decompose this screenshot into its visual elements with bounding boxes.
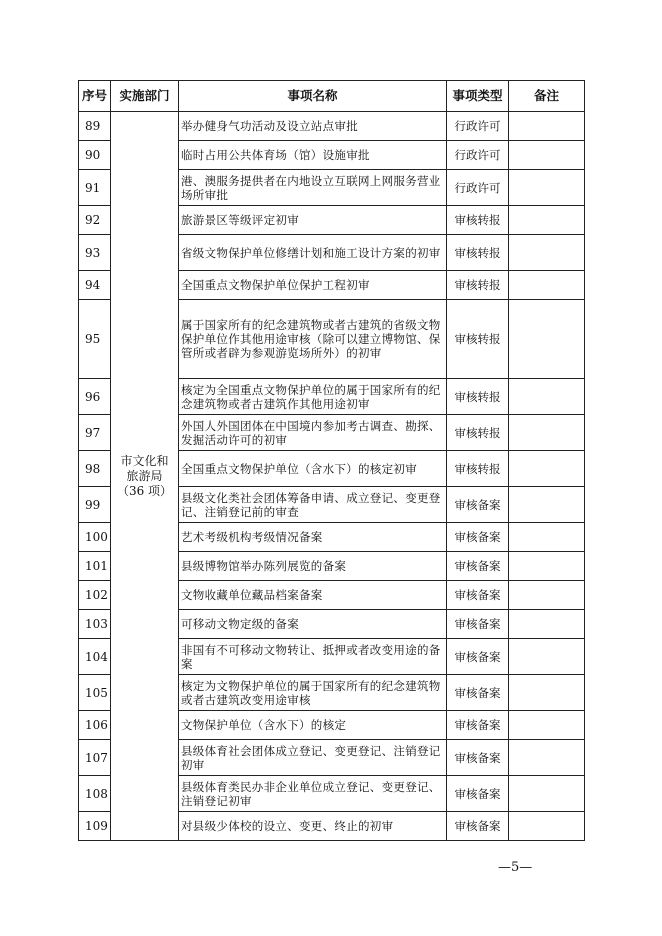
row-item-name: 省级文物保护单位修缮计划和施工设计方案的初审 — [179, 235, 447, 271]
row-item-name: 外国人外国团体在中国境内参加考古调查、勘探、发掘活动许可的初审 — [179, 415, 447, 451]
department-line2: 旅游局 — [126, 468, 163, 483]
row-seq: 89 — [79, 112, 111, 141]
row-note — [509, 451, 585, 487]
row-note — [509, 812, 585, 841]
row-item-type: 审核转报 — [447, 271, 509, 300]
row-note — [509, 581, 585, 610]
row-item-type: 审核转报 — [447, 206, 509, 235]
row-item-type: 行政许可 — [447, 141, 509, 170]
row-seq: 109 — [79, 812, 111, 841]
header-name: 事项名称 — [179, 81, 447, 112]
row-item-name: 全国重点文物保护单位保护工程初审 — [179, 271, 447, 300]
row-seq: 90 — [79, 141, 111, 170]
row-item-type: 审核转报 — [447, 235, 509, 271]
row-note — [509, 523, 585, 552]
row-note — [509, 141, 585, 170]
row-item-type: 审核转报 — [447, 451, 509, 487]
row-note — [509, 675, 585, 711]
row-seq: 106 — [79, 711, 111, 740]
row-item-type: 审核转报 — [447, 415, 509, 451]
row-item-name: 全国重点文物保护单位（含水下）的核定初审 — [179, 451, 447, 487]
header-seq: 序号 — [79, 81, 111, 112]
header-dept: 实施部门 — [111, 81, 179, 112]
row-note — [509, 776, 585, 812]
row-item-name: 核定为全国重点文物保护单位的属于国家所有的纪念建筑物或者古建筑作其他用途初审 — [179, 379, 447, 415]
row-item-name: 举办健身气功活动及设立站点审批 — [179, 112, 447, 141]
table-row — [79, 112, 585, 141]
row-note — [509, 639, 585, 675]
row-seq: 103 — [79, 610, 111, 639]
table-body — [79, 112, 585, 841]
row-note — [509, 552, 585, 581]
row-item-type: 行政许可 — [447, 112, 509, 141]
row-item-type: 审核转报 — [447, 300, 509, 379]
row-item-type: 审核备案 — [447, 552, 509, 581]
row-item-type: 审核备案 — [447, 610, 509, 639]
row-item-type: 审核备案 — [447, 711, 509, 740]
row-item-type: 审核转报 — [447, 379, 509, 415]
row-note — [509, 711, 585, 740]
row-item-name: 非国有不可移动文物转让、抵押或者改变用途的备案 — [179, 639, 447, 675]
row-item-name: 县级博物馆举办陈列展览的备案 — [179, 552, 447, 581]
row-item-type: 行政许可 — [447, 170, 509, 206]
row-item-type: 审核备案 — [447, 812, 509, 841]
row-item-name: 核定为文物保护单位的属于国家所有的纪念建筑物或者古建筑改变用途审核 — [179, 675, 447, 711]
row-seq: 92 — [79, 206, 111, 235]
row-note — [509, 206, 585, 235]
row-seq: 104 — [79, 639, 111, 675]
row-item-type: 审核备案 — [447, 639, 509, 675]
header-note: 备注 — [509, 81, 585, 112]
row-seq: 98 — [79, 451, 111, 487]
row-item-name: 对县级少体校的设立、变更、终止的初审 — [179, 812, 447, 841]
row-seq: 100 — [79, 523, 111, 552]
row-note — [509, 235, 585, 271]
header-type: 事项类型 — [447, 81, 509, 112]
row-note — [509, 271, 585, 300]
row-item-name: 文物收藏单位藏品档案备案 — [179, 581, 447, 610]
row-item-name: 县级文化类社会团体筹备申请、成立登记、变更登记、注销登记前的审查 — [179, 487, 447, 523]
row-item-type: 审核备案 — [447, 581, 509, 610]
row-item-name: 县级体育类民办非企业单位成立登记、变更登记、 注销登记初审 — [179, 776, 447, 812]
row-item-type: 审核备案 — [447, 487, 509, 523]
row-seq: 96 — [79, 379, 111, 415]
row-seq: 94 — [79, 271, 111, 300]
row-seq: 91 — [79, 170, 111, 206]
page-number: —5— — [498, 860, 533, 875]
row-item-name: 县级体育社会团体成立登记、变更登记、注销登记初审 — [179, 740, 447, 776]
row-item-name: 港、澳服务提供者在内地设立互联网上网服务营业场所审批 — [179, 170, 447, 206]
row-note — [509, 300, 585, 379]
row-note — [509, 487, 585, 523]
row-seq: 101 — [79, 552, 111, 581]
department-line3: （36 项） — [116, 483, 173, 498]
row-note — [509, 170, 585, 206]
row-item-name: 可移动文物定级的备案 — [179, 610, 447, 639]
row-item-type: 审核备案 — [447, 776, 509, 812]
table-header-row — [79, 81, 585, 112]
row-note — [509, 379, 585, 415]
row-item-type: 审核备案 — [447, 523, 509, 552]
row-item-type: 审核备案 — [447, 740, 509, 776]
row-seq: 107 — [79, 740, 111, 776]
row-note — [509, 610, 585, 639]
row-note — [509, 740, 585, 776]
row-item-name: 旅游景区等级评定初审 — [179, 206, 447, 235]
row-item-name: 属于国家所有的纪念建筑物或者古建筑的省级文物保护单位作其他用途审核（除可以建立博物馆、保管所或者辟为参观游览场所外）的初审 — [179, 300, 447, 379]
row-seq: 105 — [79, 675, 111, 711]
row-note — [509, 415, 585, 451]
items-table — [78, 80, 585, 841]
row-seq: 108 — [79, 776, 111, 812]
department-cell — [111, 112, 179, 841]
row-item-type: 审核备案 — [447, 675, 509, 711]
row-item-name: 临时占用公共体育场（馆）设施审批 — [179, 141, 447, 170]
row-item-name: 文物保护单位（含水下）的核定 — [179, 711, 447, 740]
row-seq: 102 — [79, 581, 111, 610]
row-seq: 97 — [79, 415, 111, 451]
row-seq: 99 — [79, 487, 111, 523]
row-note — [509, 112, 585, 141]
row-seq: 93 — [79, 235, 111, 271]
department-line1: 市文化和 — [120, 453, 169, 468]
row-seq: 95 — [79, 300, 111, 379]
row-item-name: 艺术考级机构考级情况备案 — [179, 523, 447, 552]
